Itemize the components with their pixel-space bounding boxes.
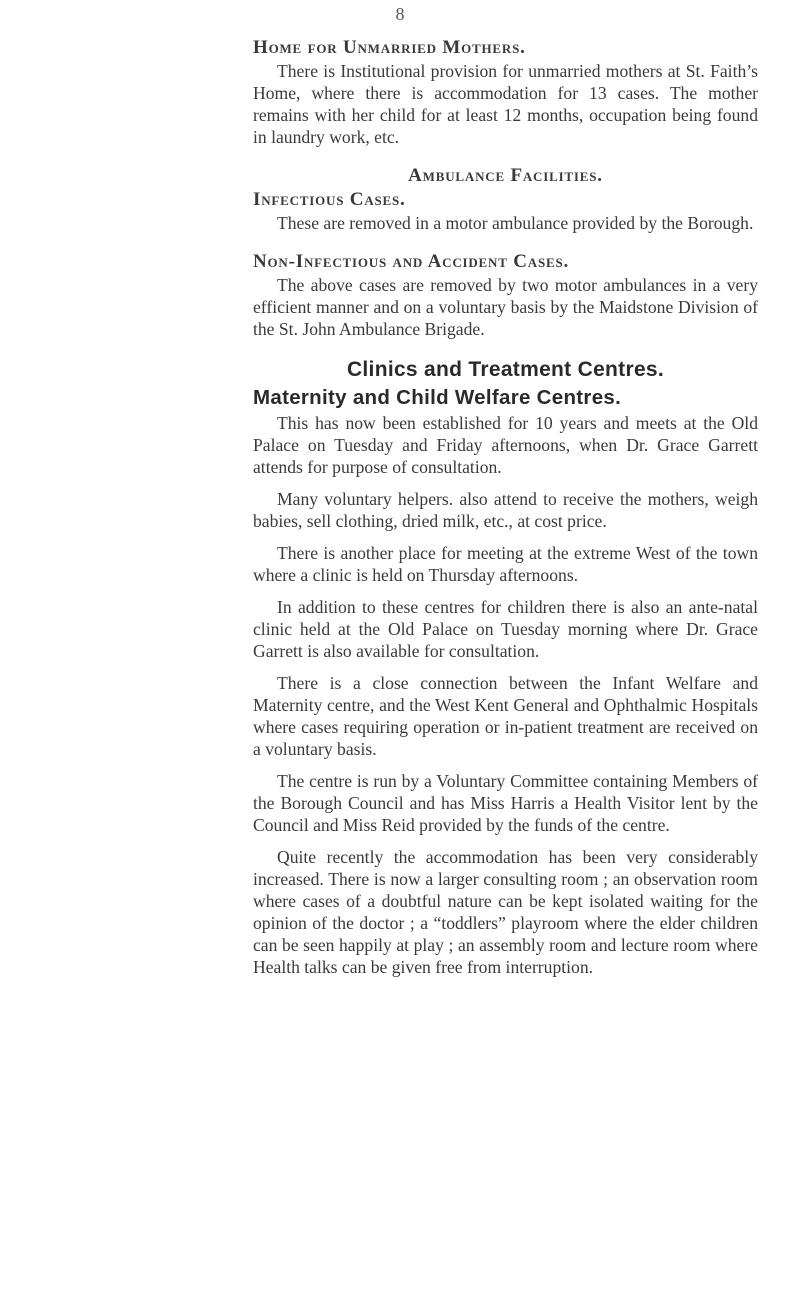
ambulance-section xyxy=(253,164,758,340)
clinics-paragraph: There is another place for meeting at the extreme West of the town where a clinic is held on Thursday afternoons. xyxy=(253,543,758,585)
unmarried-mothers-section xyxy=(253,36,758,148)
clinics-section xyxy=(253,356,758,978)
page-content xyxy=(253,36,758,978)
clinics-paragraph: The centre is run by a Voluntary Committee containing Members of the Borough Council and has Miss Harris a Health Visitor lent by the Council and Miss Reid provided by the funds of the centre. xyxy=(253,771,758,835)
clinics-paragraph: Quite recently the accommodation has been very considerably increased. There is now a larger consulting room ; an observation room where cases of a doubtful nature can be kept isolated waiting for the opinion of the doctor ; a “toddlers” playroom where the elder children can be seen happily at play ; an assembly room and lecture room where Health talks can be given free from interruption. xyxy=(253,847,758,977)
clinics-paragraph: In addition to these centres for children there is also an ante-natal clinic held at the Old Palace on Tuesday morning where Dr. Grace Garrett is also available for consultation. xyxy=(253,597,758,661)
page-number: 8 xyxy=(395,4,405,24)
unmarried-mothers-heading: Home for Unmarried Mothers. xyxy=(253,37,526,58)
unmarried-mothers-paragraph: There is Institutional provision for unmarried mothers at St. Faith’s Home, where there is accommodation for 13 cases. The mother remains with her child for at least 12 months, occupation being found in laundry work, etc. xyxy=(253,61,758,147)
non-infectious-cases-paragraph: The above cases are removed by two motor ambulances in a very efficient manner and on a voluntary basis by the Maidstone Division of the St. John Ambulance Brigade. xyxy=(253,275,758,339)
infectious-cases-heading: Infectious Cases. xyxy=(253,189,406,210)
infectious-cases-paragraph: These are removed in a motor ambulance provided by the Borough. xyxy=(277,213,754,233)
clinics-paragraph: This has now been established for 10 years and meets at the Old Palace on Tuesday and Friday afternoons, when Dr. Grace Garrett attends for purpose of consultation. xyxy=(253,413,758,477)
clinics-paragraph: There is a close connection between the Infant Welfare and Maternity centre, and the West Kent General and Ophthalmic Hospitals where cases requiring operation or in-patient treatment are received on a voluntary basis. xyxy=(253,673,758,759)
ambulance-heading: Ambulance Facilities. xyxy=(408,165,603,186)
clinics-paragraph: Many voluntary helpers. also attend to receive the mothers, weigh babies, sell clothing, dried milk, etc., at cost price. xyxy=(253,489,758,531)
maternity-welfare-heading: Maternity and Child Welfare Centres. xyxy=(253,386,622,409)
clinics-heading: Clinics and Treatment Centres. xyxy=(346,358,665,381)
non-infectious-cases-heading: Non-Infectious and Accident Cases. xyxy=(253,251,570,272)
